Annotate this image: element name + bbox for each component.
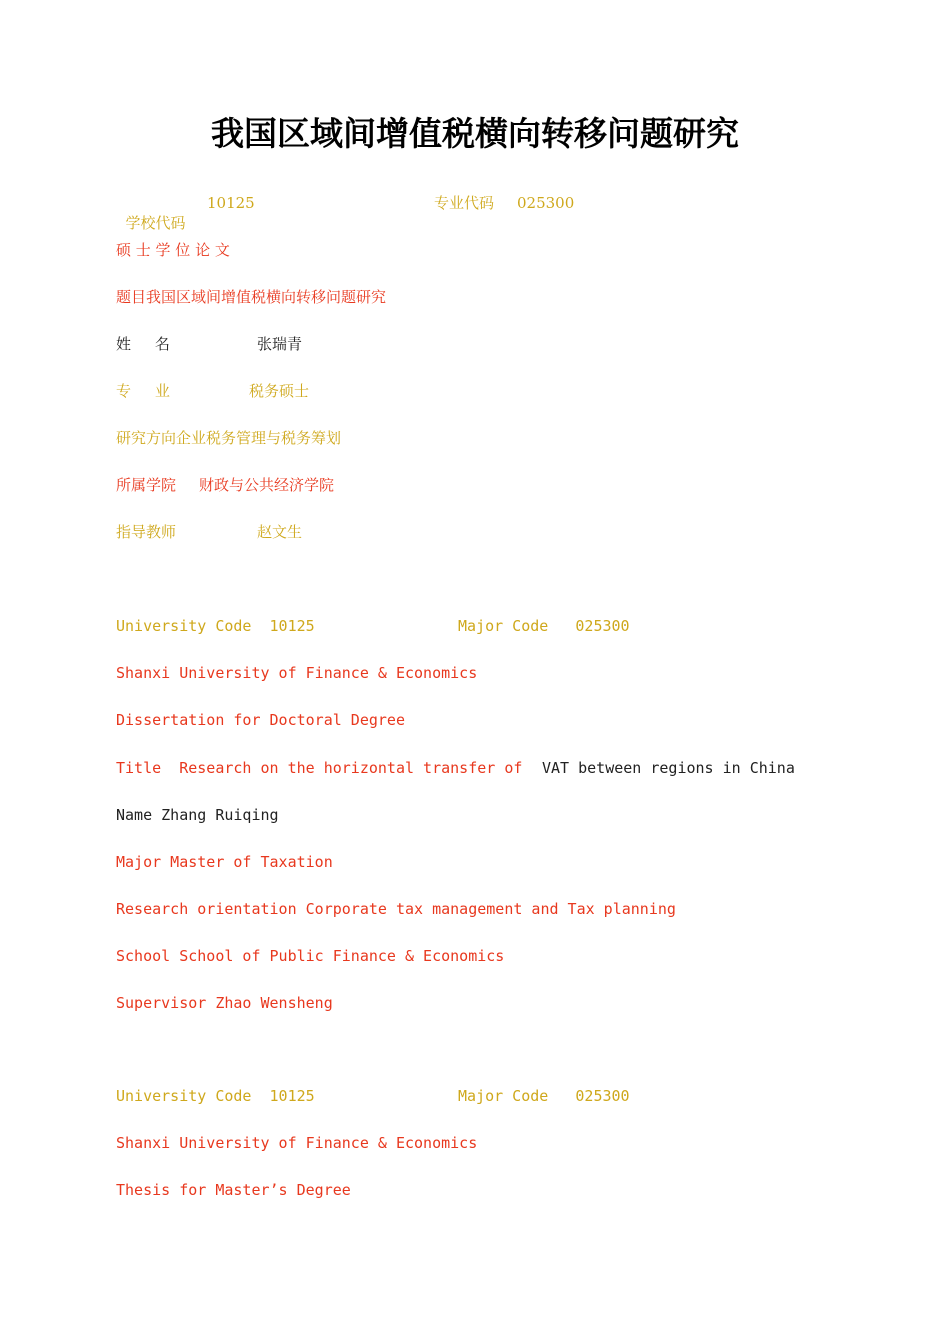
en2-major-code: Major Code 025300 <box>458 1087 630 1105</box>
document-title: 我国区域间增值税横向转移问题研究 <box>211 114 739 153</box>
name-label: 姓 名 <box>116 335 170 353</box>
college-value: 财政与公共经济学院 <box>199 476 335 494</box>
en1-research: Research orientation Corporate tax management and Tax planning <box>116 900 676 918</box>
supervisor-value: 赵文生 <box>257 523 303 541</box>
en1-name: Name Zhang Ruiqing <box>116 806 279 824</box>
supervisor-label: 指导教师 <box>116 523 177 541</box>
en1-title-part1: Title Research on the horizontal transfer of <box>116 759 523 777</box>
en1-supervisor: Supervisor Zhao Wensheng <box>116 994 333 1012</box>
en1-university-code: University Code 10125 <box>116 617 315 635</box>
name-value: 张瑞青 <box>257 335 303 353</box>
major-label: 专 业 <box>116 382 170 400</box>
school-code-row <box>116 193 186 233</box>
en2-university-code: University Code 10125 <box>116 1087 315 1105</box>
topic: 题目我国区域间增值税横向转移问题研究 <box>116 288 387 306</box>
en2-degree: Thesis for Master’s Degree <box>116 1181 351 1199</box>
en1-major-code: Major Code 025300 <box>458 617 630 635</box>
major-code-value: 025300 <box>517 194 575 212</box>
en1-degree: Dissertation for Doctoral Degree <box>116 711 405 729</box>
school-code-label: 学校代码 <box>125 214 186 232</box>
en1-university: Shanxi University of Finance & Economics <box>116 664 478 682</box>
major-code-label: 专业代码 <box>434 194 495 212</box>
en1-school: School School of Public Finance & Economics <box>116 947 505 965</box>
research-direction: 研究方向企业税务管理与税务筹划 <box>116 429 342 447</box>
en1-title-part2: VAT between regions in China <box>542 759 795 777</box>
college-label: 所属学院 <box>116 476 177 494</box>
school-code-value: 10125 <box>207 194 255 212</box>
en2-university: Shanxi University of Finance & Economics <box>116 1134 478 1152</box>
degree-type: 硕 士 学 位 论 文 <box>116 241 230 259</box>
en1-major: Major Master of Taxation <box>116 853 333 871</box>
major-value: 税务硕士 <box>249 382 310 400</box>
